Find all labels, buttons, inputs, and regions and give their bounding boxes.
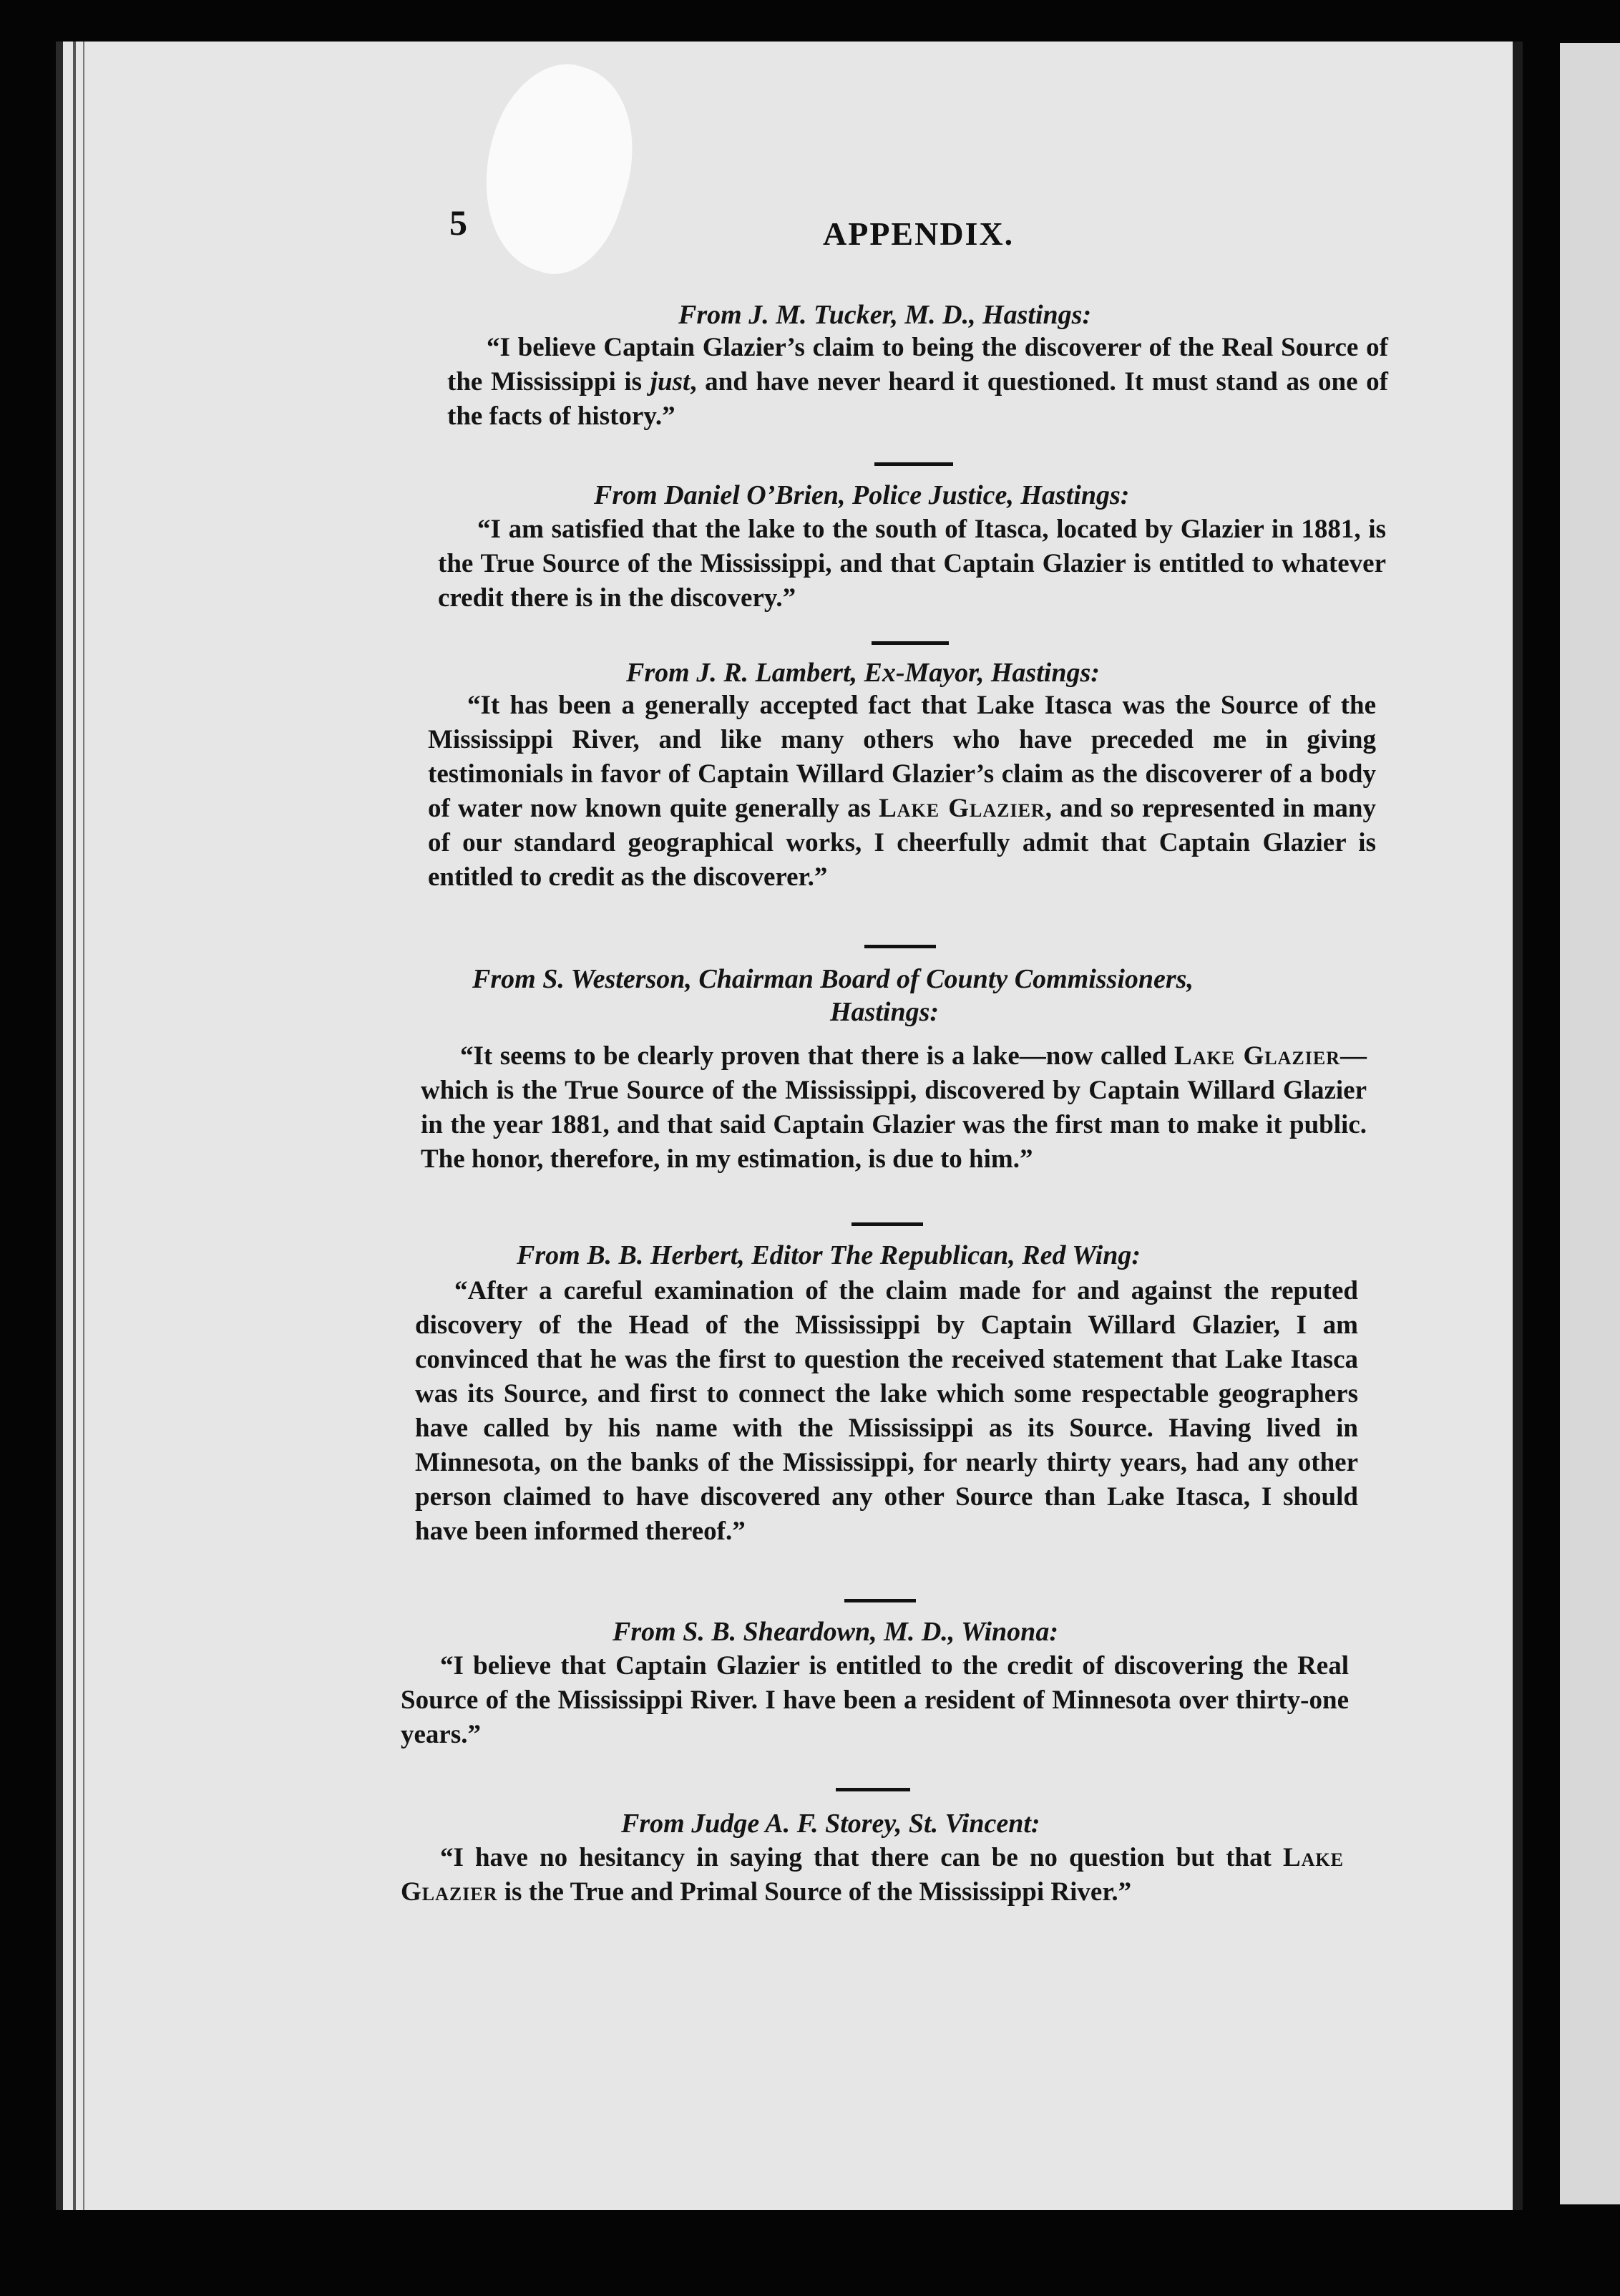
testimonial-attribution: From S. B. Sheardown, M. D., Winona: [613, 1617, 1058, 1647]
running-head: APPENDIX. [823, 215, 1015, 252]
testimonial-quote: “I have no hesitancy in saying that there can be no question but that Lake Glazier is the True and Primal Source of the Mississippi River.” [401, 1843, 1344, 1907]
section-divider [836, 1788, 910, 1791]
testimonial-attribution: From B. B. Herbert, Editor The Republican, Red Wing: [517, 1240, 1141, 1270]
section-divider [844, 1599, 916, 1602]
section-divider [852, 1222, 923, 1226]
section-divider [872, 641, 949, 645]
adjacent-page-edge [1560, 43, 1620, 2204]
section-divider [864, 945, 936, 948]
testimonial-attribution-continued: Hastings: [830, 997, 940, 1027]
testimonial-quote: “After a careful examination of the claim made for and against the reputed discovery of the Head of the Mississippi by Captain Willard Glazier, I am convinced that he was the first to question the received statement that Lake Itasca was its Source, and first to connect the lake which some respectable geographers have called by his name with the Mississippi as its Source. Having lived in Minnesota, on the banks of the Mississippi, for nearly thirty years, had any other person claimed to have discovered any other Source than Lake Itasca, I should have been informed thereof.” [415, 1276, 1358, 1546]
testimonial-attribution: From S. Westerson, Chairman Board of County Commissioners, [472, 964, 1194, 994]
testimonial-attribution: From J. M. Tucker, M. D., Hastings: [678, 300, 1092, 330]
testimonial-quote: “I am satisfied that the lake to the south of Itasca, located by Glazier in 1881, is the True Source of the Mississippi, and that Captain Glazier is entitled to whatever credit there is in the discovery.” [438, 515, 1386, 613]
testimonial-attribution: From J. R. Lambert, Ex-Mayor, Hastings: [626, 658, 1100, 688]
page-number: 5 [449, 203, 467, 243]
testimonial-quote: “It has been a generally accepted fact that Lake Itasca was the Source of the Mississippi River, and like many others who have preceded me in giving testimonials in favor of Captain Willard Glazier’s claim as the discoverer of a body of water now known quite generally as Lake Glazier, and so represented in many of our standard geographical works, I cheerfully admit that Captain Glazier is entitled to credit as the discoverer.” [428, 691, 1377, 892]
page-edge-line [73, 42, 76, 2210]
testimonial-quote: “I believe that Captain Glazier is entitled to the credit of discovering the Real Source of the Mississippi River. I have been a resident of Minnesota over thirty-one years.” [401, 1651, 1349, 1749]
testimonial-attribution: From Daniel O’Brien, Police Justice, Hastings: [594, 480, 1130, 510]
section-divider [874, 462, 953, 466]
testimonial-quote: “I believe Captain Glazier’s claim to being the discoverer of the Real Source of the Mississippi is just, and have never heard it questioned. It must stand as one of the facts of history.” [447, 333, 1388, 431]
page-edge-line [83, 42, 84, 2210]
testimonial-quote: “It seems to be clearly proven that there is a lake—now called Lake Glazier—which is the True Source of the Mississippi, discovered by Captain Willard Glazier in the year 1881, and that said Captain Glazier was the first man to make it public. The honor, therefore, in my estimation, is due to him.” [421, 1041, 1367, 1174]
testimonial-attribution: From Judge A. F. Storey, St. Vincent: [621, 1809, 1040, 1839]
